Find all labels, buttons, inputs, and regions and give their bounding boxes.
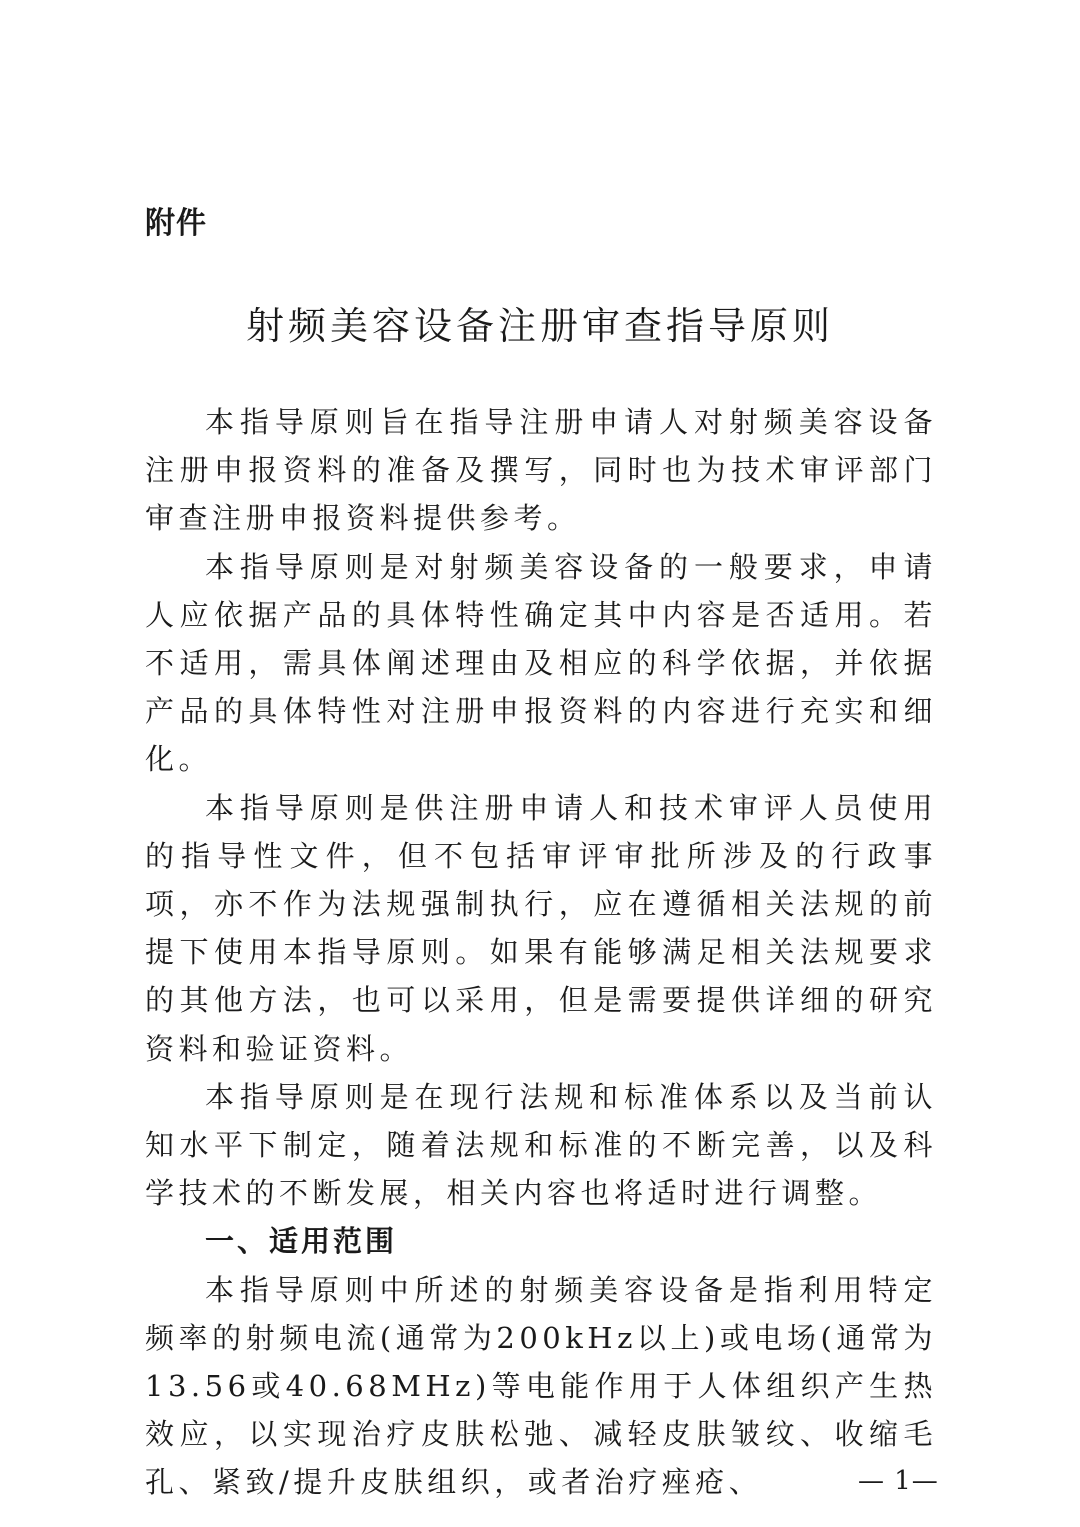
- document-body: [145, 398, 937, 1507]
- page-number: — 1—: [858, 1466, 939, 1496]
- attachment-label: 附件: [145, 206, 207, 241]
- section-heading-scope: 一、适用范围: [205, 1224, 398, 1259]
- scope-paragraph: 本指导原则中所述的射频美容设备是指利用特定频率的射频电流(通常为200kHz以上)或电场(通常为13.56或40.68MHz)等电能作用于人体组织产生热效应，以实现治疗皮肤松弛、减轻皮肤皱纹、收缩毛孔、紧致/提升皮肤组织，或者治疗痤疮、: [145, 1272, 937, 1500]
- intro-paragraph-3: 本指导原则是供注册申请人和技术审评人员使用的指导性文件，但不包括审评审批所涉及的行政事项，亦不作为法规强制执行，应在遵循相关法规的前提下使用本指导原则。如果有能够满足相关法规要求的其他方法，也可以采用，但是需要提供详细的研究资料和验证资料。: [145, 790, 937, 1066]
- intro-paragraph-1: 本指导原则旨在指导注册申请人对射频美容设备注册申报资料的准备及撰写，同时也为技术审评部门审查注册申报资料提供参考。: [145, 405, 937, 536]
- document-title: 射频美容设备注册审查指导原则: [245, 304, 834, 348]
- intro-paragraph-2: 本指导原则是对射频美容设备的一般要求，申请人应依据产品的具体特性确定其中内容是否适用。若不适用，需具体阐述理由及相应的科学依据，并依据产品的具体特性对注册申报资料的内容进行充实和细化。: [145, 549, 937, 777]
- intro-paragraph-4: 本指导原则是在现行法规和标准体系以及当前认知水平下制定，随着法规和标准的不断完善，以及科学技术的不断发展，相关内容也将适时进行调整。: [145, 1079, 937, 1211]
